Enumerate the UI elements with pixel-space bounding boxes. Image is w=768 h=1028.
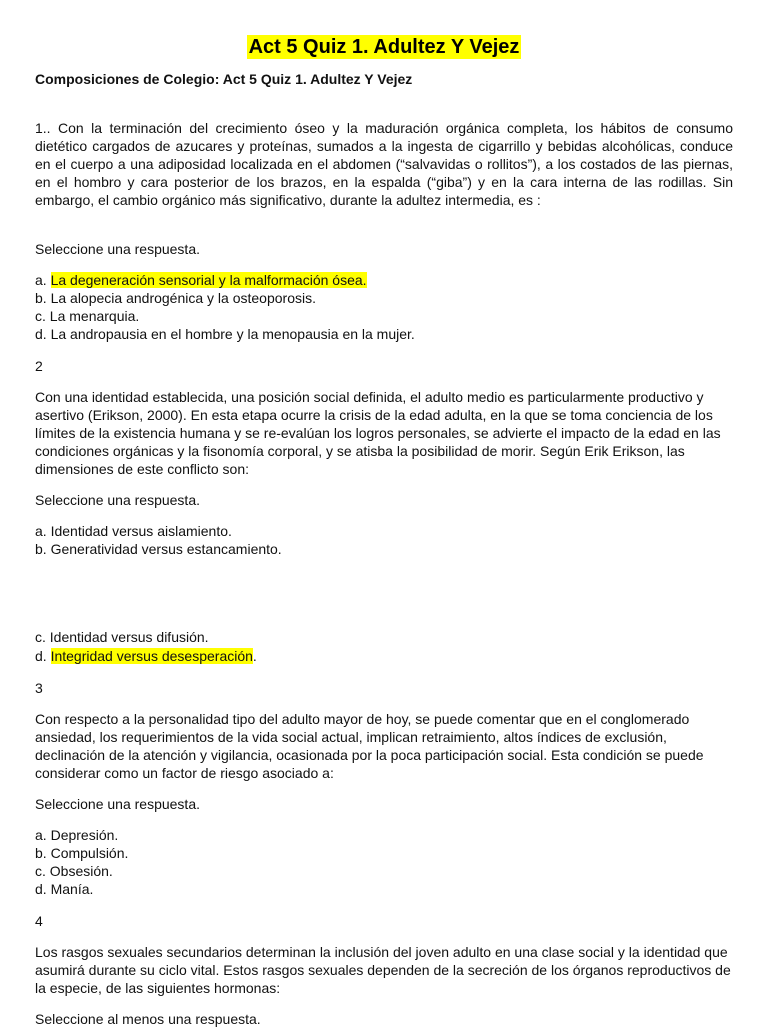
option-prefix: b.: [35, 541, 51, 557]
option-suffix: .: [252, 648, 257, 664]
page-title: Act 5 Quiz 1. Adultez Y Vejez: [248, 36, 520, 58]
option-prefix: d.: [35, 648, 51, 664]
question-3-option-b[interactable]: [35, 844, 128, 862]
question-3-option-c[interactable]: [35, 862, 113, 880]
title-block: [35, 35, 733, 59]
question-3-prompt: Seleccione una respuesta.: [35, 796, 200, 812]
option-text: La andropausia en el hombre y la menopausia en la mujer.: [50, 326, 415, 342]
question-2-number: 2: [35, 358, 43, 374]
option-prefix: a.: [35, 827, 51, 843]
option-text-highlighted: La degeneración sensorial y la malformación ósea.: [50, 272, 367, 288]
option-text: Generatividad versus estancamiento.: [50, 541, 282, 557]
option-text-highlighted: Integridad versus desesperación: [50, 648, 253, 664]
option-prefix: d.: [35, 881, 51, 897]
option-text: Depresión.: [50, 827, 119, 843]
option-text: Compulsión.: [50, 845, 129, 861]
question-3-option-d[interactable]: [35, 880, 93, 898]
option-prefix: c.: [35, 308, 50, 324]
option-prefix: b.: [35, 845, 51, 861]
question-1-option-c[interactable]: [35, 307, 139, 325]
option-prefix: b.: [35, 290, 51, 306]
question-2-option-a[interactable]: [35, 522, 232, 540]
question-3-number: 3: [35, 680, 43, 696]
question-4-text: Los rasgos sexuales secundarios determinan la inclusión del joven adulto en una clase social y la identidad que asumirá durante su ciclo vital. Estos rasgos sexuales dependen de la secreción de los órganos reproductivos de la especie, de las siguientes hormonas:: [35, 944, 731, 996]
page-subtitle: Composiciones de Colegio: Act 5 Quiz 1. Adultez Y Vejez: [35, 71, 413, 87]
option-text: Identidad versus difusión.: [49, 629, 209, 645]
question-2-prompt: Seleccione una respuesta.: [35, 492, 200, 508]
question-1-option-b[interactable]: [35, 289, 316, 307]
question-2-option-c[interactable]: [35, 628, 209, 646]
option-prefix: a.: [35, 272, 51, 288]
option-text: La menarquia.: [49, 308, 140, 324]
option-prefix: c.: [35, 863, 50, 879]
question-2-text: Con una identidad establecida, una posición social definida, el adulto medio es particularmente productivo y asertivo (Erikson, 2000). En esta etapa ocurre la crisis de la edad adulta, en la que se toma conciencia de los límites de la existencia humana y se re-evalúan los logros personales, se advierte el impacto de la edad en las condiciones orgánicas y la fisonomía corporal, y se atisba la posibilidad de morir. Según Erik Erikson, las dimensiones de este conflicto son:: [35, 389, 721, 477]
option-prefix: c.: [35, 629, 50, 645]
question-1-option-a[interactable]: [35, 271, 367, 289]
question-3-text: Con respecto a la personalidad tipo del adulto mayor de hoy, se puede comentar que en el conglomerado ansiedad, los requerimientos de la vida social actual, implican retraimiento, altos índices de exclusión, declinación de la atención y vigilancia, ocasionada por la poca participación social. Esta condición se puede considerar como un factor de riesgo asociado a:: [35, 711, 704, 781]
option-text: Obsesión.: [49, 863, 113, 879]
option-prefix: d.: [35, 326, 51, 342]
question-1-option-d[interactable]: [35, 325, 415, 343]
question-4-number: 4: [35, 913, 43, 929]
question-1-prompt: Seleccione una respuesta.: [35, 241, 200, 257]
question-4-prompt: Seleccione al menos una respuesta.: [35, 1011, 261, 1027]
question-2-option-d[interactable]: [35, 647, 257, 665]
question-1-text: 1.. Con la terminación del crecimiento óseo y la maduración orgánica completa, los hábitos de consumo dietético cargados de azucares y proteínas, sumados a la ingesta de cigarrillo y bebidas alcohólicas, conduce en el cuerpo a una adiposidad localizada en el abdomen (“salvavidas o rollitos”), a los costados de las piernas, en el hombro y cara posterior de los brazos, en la espalda (“giba”) y en la cara interna de las rodillas. Sin embargo, el cambio orgánico más significativo, durante la adultez intermedia, es :: [35, 120, 733, 208]
option-text: Identidad versus aislamiento.: [50, 523, 232, 539]
question-2-option-b[interactable]: [35, 540, 282, 558]
option-text: La alopecia androgénica y la osteoporosis.: [50, 290, 316, 306]
question-3-option-a[interactable]: [35, 826, 118, 844]
option-prefix: a.: [35, 523, 51, 539]
option-text: Manía.: [50, 881, 94, 897]
